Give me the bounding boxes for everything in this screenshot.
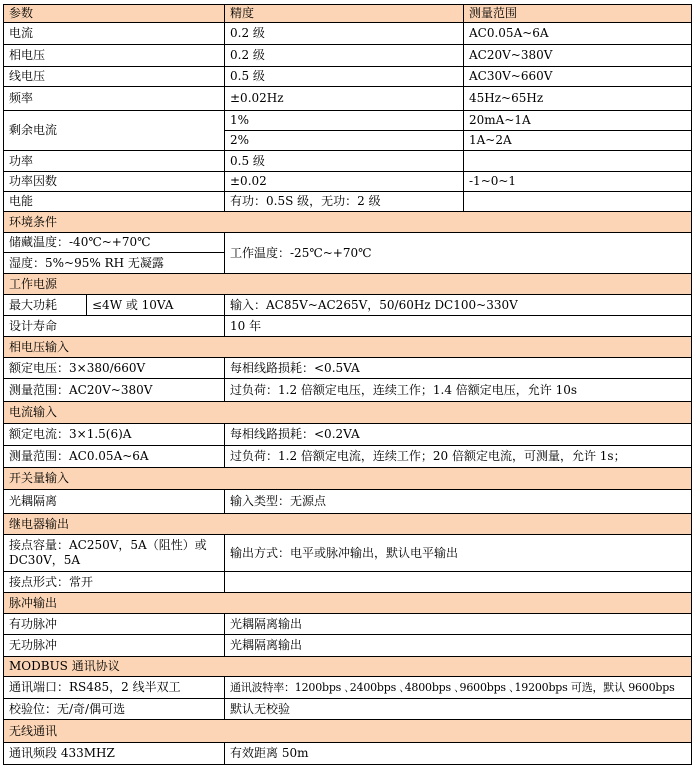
current-loss: 每相线路损耗：<0.2VA bbox=[224, 423, 692, 446]
section-title-wireless: 无线通讯 bbox=[3, 719, 692, 743]
accuracy-cell: 0.5 级 bbox=[224, 66, 464, 87]
max-power-value: ≤4W 或 10VA bbox=[86, 294, 225, 316]
accuracy-cell: 0.2 级 bbox=[224, 44, 464, 67]
range-cell: 20mA~1A bbox=[463, 110, 692, 131]
max-power-label: 最大功耗 bbox=[3, 294, 87, 316]
accuracy-cell: 1% bbox=[224, 110, 464, 131]
rated-voltage: 额定电压：3×380/660V bbox=[3, 357, 225, 379]
param-cell: 相电压 bbox=[3, 44, 225, 67]
section-title-relay: 继电器输出 bbox=[3, 513, 692, 535]
active-pulse-value: 光耦隔离输出 bbox=[224, 613, 692, 635]
section-title-switch: 开关量输入 bbox=[3, 467, 692, 490]
param-cell: 频率 bbox=[3, 86, 225, 111]
accuracy-cell: 有功：0.5S 级，无功：2 级 bbox=[224, 191, 464, 212]
header-accuracy: 精度 bbox=[224, 4, 464, 23]
voltage-overload: 过负荷：1.2 倍额定电压，连续工作；1.4 倍额定电压，允许 10s bbox=[224, 378, 692, 402]
storage-temp: 储藏温度：-40℃~+70℃ bbox=[3, 232, 225, 253]
range-cell: 1A~2A bbox=[463, 130, 692, 151]
range-cell bbox=[463, 191, 692, 212]
accuracy-cell: 0.2 级 bbox=[224, 22, 464, 45]
active-pulse-label: 有功脉冲 bbox=[3, 613, 225, 635]
voltage-range: 测量范围：AC20V~380V bbox=[3, 378, 225, 402]
param-cell: 功率 bbox=[3, 150, 225, 172]
relay-output-mode: 输出方式：电平或脉冲输出，默认电平输出 bbox=[224, 534, 692, 572]
work-temp: 工作温度：-25℃~+70℃ bbox=[224, 232, 692, 274]
header-range: 测量范围 bbox=[463, 4, 692, 23]
relay-contact-form-value bbox=[224, 571, 692, 593]
range-cell: AC0.05A~6A bbox=[463, 22, 692, 45]
modbus-baud: 通讯波特率：1200bps ､2400bps ､4800bps ､9600bps ､19200bps 可选，默认 9600bps bbox=[224, 676, 692, 699]
relay-capacity: 接点容量：AC250V，5A（阻性）或 DC30V，5A bbox=[3, 534, 225, 572]
wireless-band: 通讯频段 433MHZ bbox=[3, 742, 225, 765]
rated-current: 额定电流：3×1.5(6)A bbox=[3, 423, 225, 446]
relay-contact-form: 接点形式：常开 bbox=[3, 571, 225, 593]
accuracy-cell: ±0.02 bbox=[224, 171, 464, 192]
param-cell-residual: 剩余电流 bbox=[3, 110, 225, 151]
life-label: 设计寿命 bbox=[3, 315, 225, 337]
modbus-parity-default: 默认无校验 bbox=[224, 698, 692, 720]
param-cell: 电能 bbox=[3, 191, 225, 212]
range-cell: -1~0~1 bbox=[463, 171, 692, 192]
param-cell: 电流 bbox=[3, 22, 225, 45]
param-cell: 功率因数 bbox=[3, 171, 225, 192]
current-range: 测量范围：AC0.05A~6A bbox=[3, 445, 225, 468]
voltage-loss: 每相线路损耗：<0.5VA bbox=[224, 357, 692, 379]
section-title-current: 电流输入 bbox=[3, 401, 692, 424]
accuracy-cell: 0.5 级 bbox=[224, 150, 464, 172]
wireless-distance: 有效距离 50m bbox=[224, 742, 692, 765]
range-cell: AC20V~380V bbox=[463, 44, 692, 67]
modbus-parity: 校验位：无/奇/偶可选 bbox=[3, 698, 225, 720]
section-title-phase-voltage: 相电压输入 bbox=[3, 336, 692, 358]
section-title-pulse: 脉冲输出 bbox=[3, 592, 692, 614]
reactive-pulse-value: 光耦隔离输出 bbox=[224, 634, 692, 657]
modbus-port: 通讯端口：RS485，2 线半双工 bbox=[3, 676, 225, 699]
power-input: 输入：AC85V~AC265V，50/60Hz DC100~330V bbox=[224, 294, 692, 316]
switch-input-type: 输入类型：无源点 bbox=[224, 489, 692, 514]
reactive-pulse-label: 无功脉冲 bbox=[3, 634, 225, 657]
range-cell: 45Hz~65Hz bbox=[463, 86, 692, 111]
param-cell: 线电压 bbox=[3, 66, 225, 87]
range-cell: AC30V~660V bbox=[463, 66, 692, 87]
section-title-power: 工作电源 bbox=[3, 273, 692, 295]
current-overload: 过负荷：1.2 倍额定电流，连续工作；20 倍额定电流，可测量，允许 1s； bbox=[224, 445, 692, 468]
accuracy-cell: ±0.02Hz bbox=[224, 86, 464, 111]
section-title-modbus: MODBUS 通讯协议 bbox=[3, 656, 692, 677]
humidity: 湿度：5%~95% RH 无凝露 bbox=[3, 252, 225, 274]
header-param: 参数 bbox=[3, 4, 225, 23]
life-value: 10 年 bbox=[224, 315, 692, 337]
switch-isolation: 光耦隔离 bbox=[3, 489, 225, 514]
section-title-env: 环境条件 bbox=[3, 211, 692, 233]
range-cell bbox=[463, 150, 692, 172]
accuracy-cell: 2% bbox=[224, 130, 464, 151]
